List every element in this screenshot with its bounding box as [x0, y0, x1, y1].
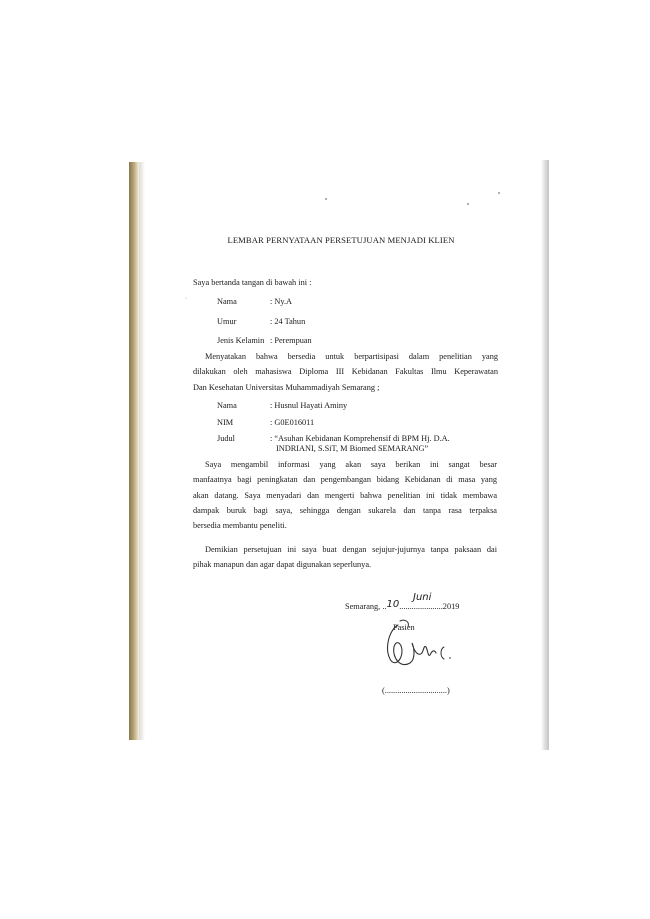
scan-speck: [325, 198, 327, 200]
researcher-name-value: : Husnul Hayati Aminy: [270, 401, 348, 410]
page-right-edge: [541, 160, 549, 750]
statement-line: Dan Kesehatan Universitas Muhammadiyah Semarang ;: [193, 382, 380, 392]
signer-name-blank: (..............................): [382, 686, 450, 695]
stray-mark: ·: [185, 296, 187, 302]
handwritten-month: Juni: [413, 592, 432, 603]
binding-edge: [129, 162, 139, 740]
client-name-value: : Ny.A: [270, 297, 293, 306]
place-date-line: [345, 601, 459, 612]
date-dots: ..........: [419, 602, 441, 611]
paragraph-line: akan datang. Saya menyadari dan mengerti bahwa penelitian ini tidak membawa: [193, 490, 497, 500]
researcher-nim-value: : G0E016011: [270, 418, 315, 427]
paragraph-line: pihak manapun dan agar dapat digunakan seperlunya.: [193, 560, 372, 570]
year-text: .2019: [440, 602, 460, 611]
scan-speck: [498, 192, 500, 194]
client-gender-label: Jenis Kelamin: [217, 336, 265, 345]
document-page: [140, 162, 542, 752]
researcher-nim-label: NIM: [217, 418, 234, 427]
statement-line: dilakukan oleh mahasiswa Diploma III Kebidanan Fakultas Ilmu Keperawatan: [193, 367, 498, 377]
statement-paragraph: [193, 349, 498, 395]
client-gender-value: : Perempuan: [270, 336, 312, 345]
patient-signature: [380, 617, 460, 677]
paragraph-line: Demikian persetujuan ini saya buat dengan sejujur-jujurnya tanpa paksaan dai: [205, 545, 497, 554]
date-dots: ..........: [399, 602, 420, 611]
client-name-label: Nama: [217, 297, 237, 306]
researcher-name-label: Nama: [217, 401, 237, 410]
handwritten-day: 10: [386, 599, 400, 610]
client-age-label: Umur: [217, 317, 237, 326]
paragraph-line: bersedia membantu peneliti.: [193, 521, 287, 531]
paragraph-line: manfaatnya bagi peningkatan dan pengembangan bidang Kebidanan di masa yang: [193, 475, 497, 485]
closing-paragraph: [193, 542, 497, 573]
paragraph-line: dampak buruk bagi saya, sehingga dengan sukarela dan tanpa rasa terpaksa: [193, 505, 497, 515]
document-title: LEMBAR PERNYATAAN PERSETUJUAN MENJADI KLIEN: [227, 235, 455, 245]
researcher-title-label: Judul: [217, 434, 235, 443]
researcher-title-value: : “Asuhan Kebidanan Komprehensif di BPM Hj. D.A.: [270, 434, 450, 443]
place-text: Semarang, ..: [345, 602, 387, 611]
information-paragraph: [193, 457, 497, 533]
client-age-value: : 24 Tahun: [270, 317, 306, 326]
scan-speck: [467, 203, 469, 205]
paragraph-line: Saya mengambil informasi yang akan saya berikan ini sangat besar: [205, 460, 497, 469]
statement-line: Menyatakan bahwa bersedia untuk berpartisipasi dalam penelitian yang: [205, 352, 498, 361]
intro-text: Saya bertanda tangan di bawah ini :: [193, 278, 312, 287]
researcher-title-line2: INDRIANI, S.SiT, M Biomed SEMARANG”: [276, 444, 429, 453]
signer-label: Pasien: [393, 623, 415, 632]
